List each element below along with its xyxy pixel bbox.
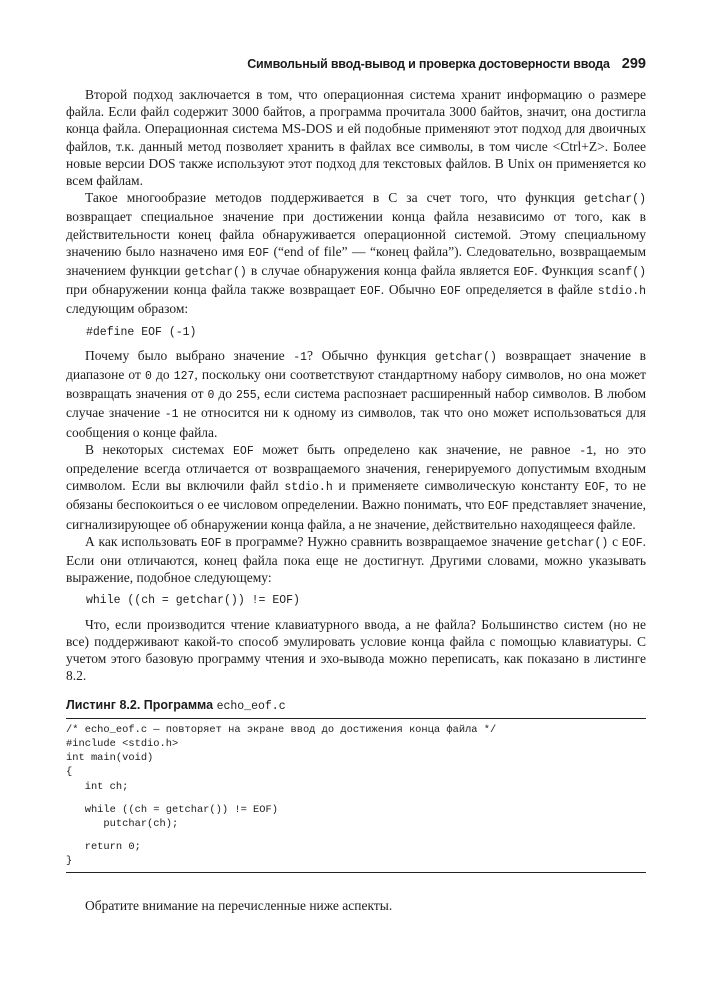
- paragraph-6: Что, если производится чтение клавиатурного ввода, а не файла? Большинство систем (но не все) поддерживают какой-то способ эмулировать условие конца файла с помощью клавиатуры. С учетом этого базовую программу чтения и эхо-вывода можно переписать, как показано в листинге 8.2.: [66, 616, 646, 684]
- listing-line: #include <stdio.h>: [66, 737, 179, 750]
- code-listing: [66, 718, 646, 873]
- code-define-eof: #define EOF (-1): [86, 325, 197, 339]
- code-while-loop: while ((ch = getchar()) != EOF): [86, 594, 300, 608]
- listing-line: putchar(ch);: [66, 817, 179, 830]
- listing-title: [66, 697, 646, 715]
- listing-line: return 0;: [66, 841, 141, 854]
- paragraph-1: Второй подход заключается в том, что операционная система хранит информацию о размере файла. Если файл содержит 3000 байтов, а программа прочитала 3000 байтов, значит, она достигла конца файла. Операционная система MS-DOS и ей подобные применяют этот подход для двоичных файлов, т.к. данный метод позволяет хранить в файлах все символы, в том числе <Ctrl+Z>. Более новые версии DOS также используют этот подход для текстовых файлов. В Unix он применяется ко всем файлам.: [66, 87, 646, 189]
- listing-title-text: Листинг 8.2. Программа: [66, 697, 214, 712]
- listing-line: }: [66, 855, 73, 868]
- listing-line: int main(void): [66, 752, 154, 765]
- paragraph-5: А как использовать EOF в программе? Нужно сравнить возвращаемое значение getchar() с EOF. Если они отличаются, конец файла пока еще не достигнут. Другими словами, можно указывать выражение, подобное следующему:: [66, 533, 646, 586]
- running-title: Символьный ввод-вывод и проверка достоверности ввода: [247, 57, 610, 71]
- paragraph-2: Такое многообразие методов поддерживается в C за счет того, что функция getchar() возвращает специальное значение при достижении конца файла независимо от того, как в действительности конец файла обнаруживается операционной системой. Этому специальному значению было назначено имя EOF (“end of file” — “конец файла”). Следовательно, возвращаемым значением функции getchar() в случае обнаружения конца файла является EOF. Функция scanf() при обнаружении конца файла также возвращает EOF. Обычно EOF определяется в файле stdio.h следующим образом:: [66, 190, 646, 317]
- paragraph-7: Обратите внимание на перечисленные ниже аспекты.: [85, 897, 393, 913]
- listing-blank-line: [66, 831, 646, 840]
- listing-line: /* echo_eof.c — повторяет на экране ввод до достижения конца файла */: [66, 723, 497, 736]
- paragraph-3: Почему было выбрано значение -1? Обычно функция getchar() возвращает значение в диапазоне от 0 до 127, поскольку они соответствуют стандартному набору символов, но она может возвращать значения от 0 до 255, если система распознает расширенный набор символов. В любом случае значение -1 не относится ни к одному из символов, так что оно может использоваться для сообщения о конце файла.: [66, 347, 647, 440]
- listing-line: while ((ch = getchar()) != EOF): [66, 803, 279, 816]
- listing-blank-line: [66, 794, 646, 803]
- listing-line: int ch;: [66, 780, 129, 793]
- body-text: [66, 86, 646, 914]
- listing-filename: echo_eof.c: [216, 699, 286, 713]
- paragraph-4: В некоторых системах EOF может быть определено как значение, не равное -1, но это определение всегда отличается от возвращаемого значения, генерируемого допустимым входным символом. Если вы включили файл stdio.h и применяете символическую константу EOF, то не обязаны беспокоиться о ее числовом определении. Важно понимать, что EOF представляет значение, сигнализирующее об обнаружении конца файла, а не значение, действительно находящееся файле.: [66, 441, 646, 532]
- page-header: [66, 56, 646, 72]
- page-number: 299: [621, 56, 646, 72]
- listing-line: {: [66, 766, 73, 779]
